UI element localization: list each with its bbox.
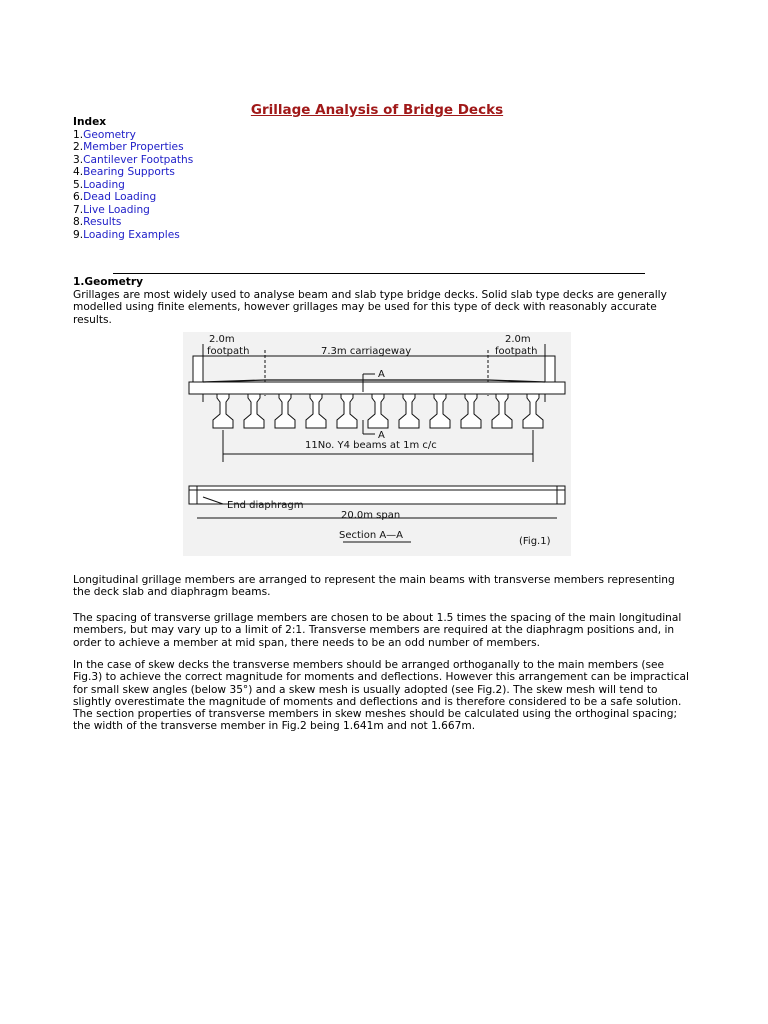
section-marker-label-top: A xyxy=(378,369,385,380)
index-item-results[interactable]: 8.Results xyxy=(73,216,122,228)
index-item-live-loading[interactable]: 7.Live Loading xyxy=(73,203,150,216)
diaphragm-label: End diaphragm xyxy=(227,500,304,511)
footpath-label-left: footpath xyxy=(207,346,250,357)
index-link-cantilever-footpaths[interactable]: Cantilever Footpaths xyxy=(83,153,194,166)
index-link-bearing-supports[interactable]: Bearing Supports xyxy=(83,166,175,178)
section-marker-label-bottom: A xyxy=(378,430,385,441)
page-title: Grillage Analysis of Bridge Decks xyxy=(250,102,504,118)
index-link-loading-examples[interactable]: Loading Examples xyxy=(83,228,180,241)
index-link-results[interactable]: Results xyxy=(83,216,122,228)
right-parapet xyxy=(545,356,555,382)
footpath-width-left: 2.0m xyxy=(209,334,235,345)
section-heading: 1.Geometry xyxy=(73,276,143,288)
index-item-geometry[interactable]: 1.Geometry xyxy=(73,128,136,141)
index-item-member-properties[interactable]: 2.Member Properties xyxy=(73,141,184,153)
span-label: 20.0m span xyxy=(341,510,401,521)
paragraph-spacing: The spacing of transverse grillage members are chosen to be about 1.5 times the spacing of the main longitudinal members, but may vary up to a limit of 2:1. Transverse members are required at the diaphragm positions and, in order to achieve a member at mid span, there needs to be an odd number of members. xyxy=(73,612,682,649)
section-divider xyxy=(113,273,645,274)
bridge-deck-figure xyxy=(183,332,571,556)
index-item-loading[interactable]: 5.Loading xyxy=(73,178,125,191)
index-link-member-properties[interactable]: Member Properties xyxy=(83,141,184,153)
index-link-geometry[interactable]: Geometry xyxy=(83,128,136,141)
paragraph-intro: Grillages are most widely used to analyse beam and slab type bridge decks. Solid slab type decks are generally modelled using finite elements, however grillages may be used for this type of deck with reasonably accurate results. xyxy=(73,289,667,326)
index-item-dead-loading[interactable]: 6.Dead Loading xyxy=(73,191,157,203)
paragraph-skew: In the case of skew decks the transverse members should be arranged orthoganally to the main members (see Fig.3) to achieve the correct magnitude for moments and deflections. However this arrangement can be impractical for small skew angles (below 35°) and a skew mesh is usually adopted (see Fig.2). The skew mesh will tend to slightly overestimate the magnitude of moments and deflections and is therefore considered to be a safe solution. The section properties of transverse members in skew meshes should be calculated using the orthoginal spacing; the width of the transverse member in Fig.2 being 1.641m and not 1.667m. xyxy=(73,659,689,733)
footpath-width-right: 2.0m xyxy=(505,334,531,345)
figure-caption: (Fig.1) xyxy=(519,536,551,547)
beams-label: 11No. Y4 beams at 1m c/c xyxy=(305,440,437,451)
paragraph-longitudinal: Longitudinal grillage members are arranged to represent the main beams with transverse members representing the deck slab and diaphragm beams. xyxy=(73,574,675,599)
index-link-loading[interactable]: Loading xyxy=(83,178,125,191)
footpath-label-right: footpath xyxy=(495,346,538,357)
section-title: Section A—A xyxy=(339,530,404,541)
index-heading: Index xyxy=(73,116,107,128)
index-link-dead-loading[interactable]: Dead Loading xyxy=(83,191,157,203)
index-list xyxy=(73,116,193,241)
deck-slab xyxy=(189,382,565,394)
index-item-loading-examples[interactable]: 9.Loading Examples xyxy=(73,228,180,241)
carriageway-label: 7.3m carriageway xyxy=(321,346,412,357)
index-link-live-loading[interactable]: Live Loading xyxy=(83,203,150,216)
index-item-bearing-supports[interactable]: 4.Bearing Supports xyxy=(73,166,175,178)
left-parapet xyxy=(193,356,203,382)
index-item-cantilever-footpaths[interactable]: 3.Cantilever Footpaths xyxy=(73,153,194,166)
